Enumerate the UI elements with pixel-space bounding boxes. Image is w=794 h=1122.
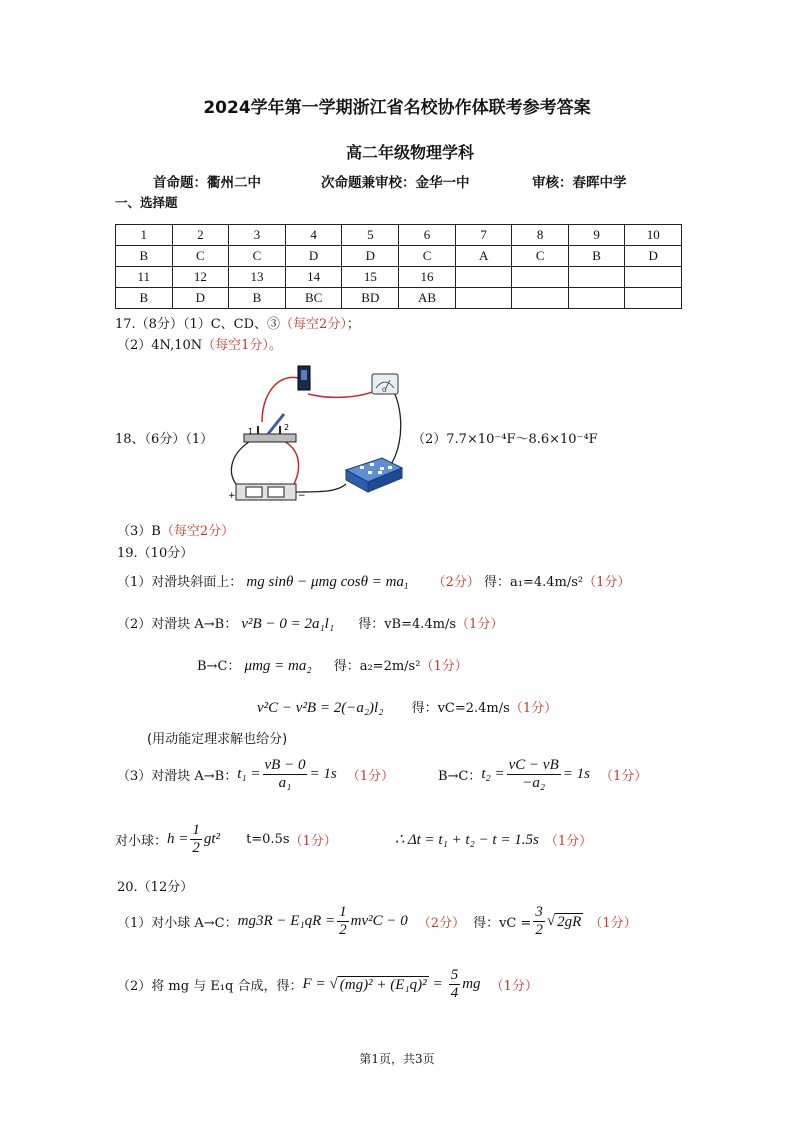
table-cell: B <box>568 246 624 267</box>
table-cell <box>455 267 512 288</box>
q18-score-note: （每空2分） <box>160 524 235 539</box>
q19-p1-score: （2分） <box>432 575 480 590</box>
author-primary: 首命题：衢州二中 <box>153 175 261 191</box>
q20-p2-eq: F = √ (mg)² + (E₁q)² = $\frac{5}{4}$ mg <box>302 967 481 1001</box>
q19-part2 <box>117 613 503 633</box>
table-cell: BC <box>285 288 342 309</box>
table-cell: AB <box>399 288 456 309</box>
q18-part2: （2）7.7×10⁻⁴F～8.6×10⁻⁴F <box>412 432 598 447</box>
capacitor-minus-sign: − <box>298 491 306 501</box>
q17-score-note: （每空2分） <box>280 317 347 332</box>
table-cell: A <box>455 246 512 267</box>
table-cell <box>455 288 512 309</box>
table-cell: 9 <box>568 225 624 246</box>
battery-icon <box>298 366 310 390</box>
q19-part2b <box>197 655 468 675</box>
table-cell: B <box>229 288 286 309</box>
q17-line1 <box>115 313 360 332</box>
q19-p2c-result: 得：vC=2.4m/s <box>411 701 510 716</box>
q19-p1-label: （1）对滑块斜面上： <box>117 575 243 590</box>
q19-alt-note: (用动能定理求解也给分) <box>147 732 288 747</box>
q19-p4-eq: h = $\frac{1}{2}$ gt² <box>167 822 221 856</box>
answer-table <box>115 224 682 309</box>
q19-p1-equation: mg sinθ − μmg $\cos\theta = ma_1$ <box>246 574 409 591</box>
table-cell: D <box>342 246 399 267</box>
table-cell: 13 <box>229 267 286 288</box>
switch-terminal-2: 2 <box>284 423 290 432</box>
q18-answer-3: （3）B <box>117 524 161 539</box>
table-cell <box>512 267 568 288</box>
table-cell: 1 <box>116 225 173 246</box>
q19-p2b-result: 得：a₂=2m/s² <box>333 659 421 674</box>
table-cell: C <box>512 246 568 267</box>
q20-p1-result-label: 得：vC = <box>473 916 532 931</box>
table-cell: B <box>116 246 173 267</box>
galvanometer-icon <box>372 374 398 394</box>
q18-label: 18、（6分）（1） <box>115 432 214 447</box>
q18-part3 <box>117 520 234 539</box>
q19-heading: 19.（10分） <box>117 546 194 561</box>
q19-p2b-equation: μmg = ma₂ <box>244 658 312 674</box>
q19-p4-score: （1分） <box>289 834 337 849</box>
q17-answer-2: （2）4N,10N <box>117 338 203 353</box>
table-cell: C <box>399 246 456 267</box>
section-heading-choice: 一、选择题 <box>115 195 178 210</box>
page-title: 2024学年第一学期浙江省名校协作体联考参考答案 <box>203 98 591 118</box>
q19-p3-label: （3）对滑块 A→B： <box>117 769 238 784</box>
table-cell: 16 <box>399 267 456 288</box>
table-row <box>116 246 682 267</box>
author-reviewer: 审核：春晖中学 <box>532 175 627 191</box>
table-cell: D <box>285 246 342 267</box>
q20-p2-label: （2）将 mg 与 E₁q 合成，得： <box>117 979 303 994</box>
q19-p2-score: （1分） <box>456 617 504 632</box>
table-cell: B <box>116 288 173 309</box>
table-cell: 5 <box>342 225 399 246</box>
table-cell: C <box>172 246 229 267</box>
table-cell: C <box>229 246 286 267</box>
table-cell: 8 <box>512 225 568 246</box>
q19-p2-equation: v²B − 0 = 2a₁l₁ <box>241 616 335 632</box>
resistance-box-icon <box>346 458 402 492</box>
table-cell <box>625 267 682 288</box>
table-cell: 2 <box>172 225 229 246</box>
table-cell: D <box>172 288 229 309</box>
q20-p1-score: （2分） <box>417 916 466 931</box>
q19-p1-result: 得：a₁=4.4m/s² <box>484 575 584 590</box>
q17-punct: ； <box>346 317 360 332</box>
switch-icon <box>244 414 296 442</box>
table-cell <box>625 288 682 309</box>
table-row <box>116 267 682 288</box>
page-subtitle: 高二年级物理学科 <box>346 143 475 162</box>
table-cell: 10 <box>625 225 682 246</box>
table-cell: 7 <box>455 225 512 246</box>
q19-p4-eq2: ∴ Δt = t₁ + t₂ − t = 1.5s <box>394 832 539 848</box>
table-cell: 11 <box>116 267 173 288</box>
q19-p4-result: t=0.5s <box>246 832 290 847</box>
q19-p3-eq2: t₂ = $\frac{vC - vB}{\text{−a₂}}$ = 1s <box>481 757 590 791</box>
q19-p3-score1: （1分） <box>346 769 394 784</box>
page-footer: 第1页，共3页 <box>359 1052 435 1066</box>
table-cell: D <box>625 246 682 267</box>
q20-p2-score: （1分） <box>490 979 538 994</box>
table-cell: 4 <box>285 225 342 246</box>
switch-terminal-1: 1 <box>248 427 254 436</box>
q19-p2b-score: （1分） <box>420 659 468 674</box>
q17-line2 <box>117 334 282 353</box>
circuit-diagram <box>222 360 412 508</box>
q17-score-note-2: （每空1分）。 <box>202 338 282 353</box>
table-cell <box>512 288 568 309</box>
q19-p3-score2: （1分） <box>599 769 648 784</box>
table-cell <box>568 267 624 288</box>
q19-p2-label: （2）对滑块 A→B： <box>117 617 238 632</box>
meter-label: G <box>382 387 387 394</box>
table-cell: 12 <box>172 267 229 288</box>
author-secondary: 次命题兼审校：金华一中 <box>321 175 470 191</box>
table-cell: 14 <box>285 267 342 288</box>
q19-part4 <box>115 822 592 857</box>
q19-p2b-label: B→C： <box>197 659 241 674</box>
q19-p3b-label: B→C： <box>437 769 482 784</box>
table-cell: 6 <box>399 225 456 246</box>
q19-p2c-equation: v²C − v²B = 2(−a₂)l₂ <box>257 700 384 716</box>
table-row <box>116 225 682 246</box>
q19-part2c <box>257 697 557 717</box>
q19-p3-eq1: t₁ = $\frac{vB - 0}{\text{a₁}}$ = 1s <box>237 757 337 791</box>
table-row <box>116 288 682 309</box>
q17-answer: 17.（8分）（1）C、CD、③ <box>115 317 281 332</box>
q19-p4-score2: （1分） <box>544 834 593 849</box>
q19-p2-result: 得：vB=4.4m/s <box>358 617 457 632</box>
q19-part1 <box>117 571 630 591</box>
q20-p1-result-eq: $\frac{3}{2}$ √ 2gR <box>535 904 582 938</box>
q19-p4-label: 对小球： <box>115 834 168 849</box>
table-cell <box>568 288 624 309</box>
q19-p1-result-score: （1分） <box>583 575 631 590</box>
capacitor-plus-sign: + <box>228 491 236 501</box>
q19-part3 <box>117 757 647 792</box>
q20-part2 <box>117 967 538 1002</box>
q20-heading: 20.（12分） <box>117 880 194 895</box>
table-cell: 15 <box>342 267 399 288</box>
q20-p1-eq: mg3R − E₁qR = $\frac{1}{2}$ mv²C − 0 <box>237 904 408 938</box>
q20-p1-result-score: （1分） <box>589 916 637 931</box>
table-cell: 3 <box>229 225 286 246</box>
q20-part1 <box>117 904 637 939</box>
table-cell: BD <box>342 288 399 309</box>
q19-p2c-score: （1分） <box>509 701 558 716</box>
capacitor-icon <box>228 484 306 501</box>
q20-p1-label: （1）对小球 A→C： <box>117 916 238 931</box>
